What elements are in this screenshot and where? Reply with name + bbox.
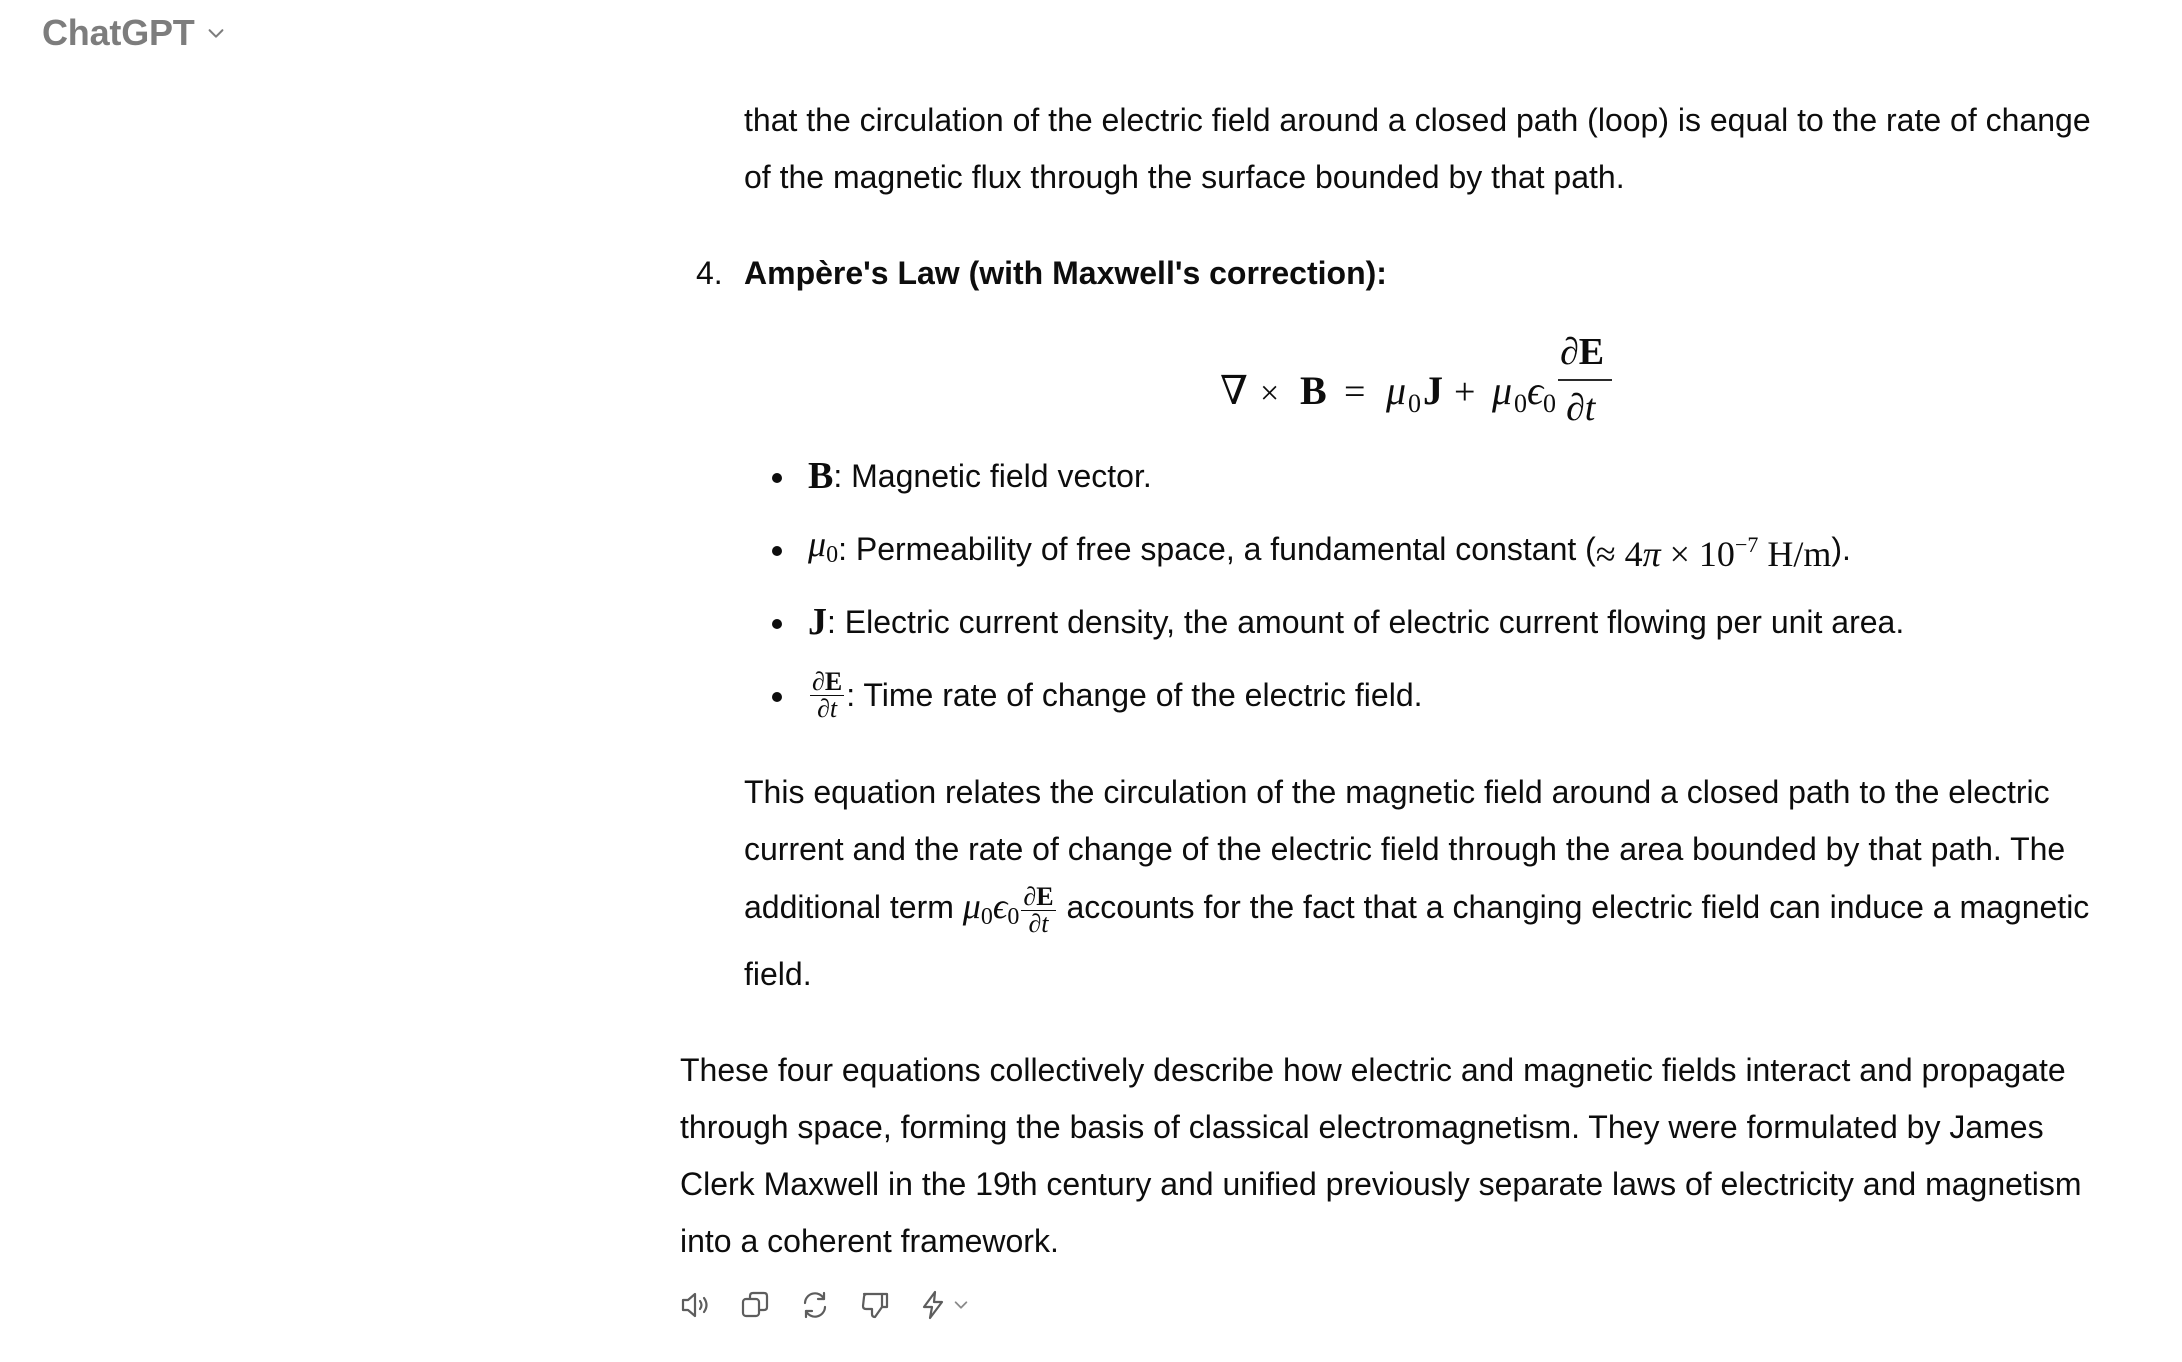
list-item — [744, 513, 2110, 586]
svg-text:μ: μ — [1492, 368, 1513, 413]
explanation-text: This equation relates the circulation of the magnetic field around a closed path to the electric current and the rate of change of the electric field through the area bounded by that path. The additional term — [744, 774, 2066, 925]
bullet-text: : Magnetic field vector. — [833, 458, 1152, 494]
display-equation — [680, 318, 2110, 440]
lightning-icon — [916, 1288, 950, 1322]
chevron-down-icon — [952, 1296, 970, 1314]
inline-term: $\mu_0\epsilon_0$ $\frac{\partial E}{\partial t}$ — [962, 882, 1054, 939]
symbol-B: B — [808, 455, 834, 497]
read-aloud-button[interactable] — [676, 1286, 714, 1324]
svg-text:μ: μ — [1386, 368, 1407, 413]
symbol-dE-dt: $\frac{\partial E}{\partial t}$ — [812, 667, 843, 723]
explanation-text-end: accounts for the fact that a changing electric field can induce a magnetic field. — [744, 889, 2090, 992]
copy-button[interactable] — [736, 1286, 774, 1324]
model-selector[interactable] — [42, 12, 227, 54]
list-item — [744, 659, 2110, 732]
svg-text:∇: ∇ — [1220, 368, 1248, 413]
app-title: ChatGPT — [42, 12, 195, 53]
copy-icon — [738, 1288, 772, 1322]
intro-paragraph: that the circulation of the electric field around a closed path (loop) is equal to the rate of change of the magnetic flux through the surface bounded by that path. — [744, 102, 2091, 195]
svg-text:0: 0 — [1543, 389, 1556, 418]
speaker-icon — [678, 1288, 712, 1322]
symbol-mu0: $\mu_0$ — [808, 523, 839, 568]
svg-text:+: + — [1454, 371, 1476, 413]
bullet-text: : Electric current density, the amount of electric current flowing per unit area. — [827, 604, 1905, 640]
list-item-amperes-law — [680, 245, 2110, 302]
amperes-law-equation — [1220, 318, 1640, 440]
svg-text:∂E: ∂E — [1560, 331, 1605, 373]
switch-model-button[interactable] — [916, 1288, 970, 1322]
list-item — [744, 440, 2110, 513]
svg-text:∂t: ∂t — [1566, 387, 1596, 429]
svg-text:0: 0 — [1408, 389, 1421, 418]
svg-text:=: = — [1344, 371, 1366, 413]
svg-text:B: B — [1300, 368, 1327, 413]
svg-text:J: J — [1423, 368, 1443, 413]
list-item — [744, 586, 2110, 659]
bullet-text: : Permeability of free space, a fundamental constant ( — [838, 531, 1596, 567]
regenerate-icon — [798, 1288, 832, 1322]
symbol-J: J — [808, 601, 827, 643]
bad-response-button[interactable] — [856, 1286, 894, 1324]
summary-paragraph: These four equations collectively describe how electric and magnetic fields interact and propagate through space, forming the basis of classical electromagnetism. They were formulated by James Clerk Maxwell in the 19th century and unified previously separate laws of electricity and magnetism into a coherent framework. — [680, 1052, 2082, 1259]
list-number: 4. — [696, 255, 723, 291]
svg-text:ϵ: ϵ — [1527, 368, 1544, 413]
constant-value: ≈ $4\pi \times 10^{-7}$ H/m — [1595, 532, 1832, 574]
thumbs-down-icon — [858, 1288, 892, 1322]
message-actions — [676, 1286, 970, 1324]
svg-text:×: × — [1260, 375, 1280, 412]
regenerate-button[interactable] — [796, 1286, 834, 1324]
symbol-definitions — [680, 440, 2110, 732]
item-title: Ampère's Law (with Maxwell's correction): — [744, 255, 1387, 291]
chevron-down-icon — [205, 22, 227, 44]
explanation-paragraph — [680, 764, 2110, 1003]
svg-text:0: 0 — [1514, 389, 1527, 418]
assistant-message — [680, 92, 2110, 1270]
bullet-text: : Time rate of change of the electric field. — [846, 677, 1423, 713]
bullet-text-end: ). — [1831, 531, 1851, 567]
